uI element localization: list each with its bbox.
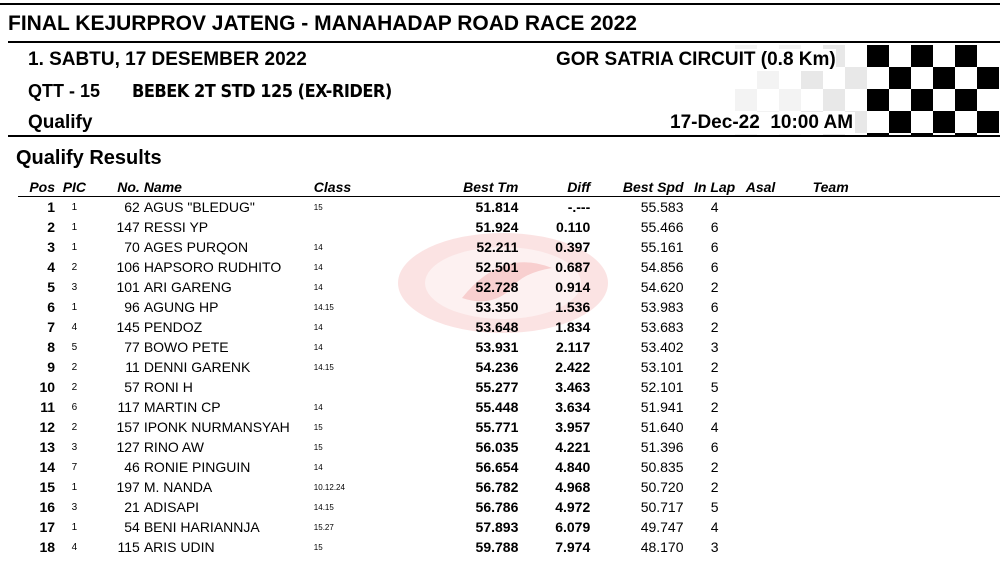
row-best-spd: 55.466	[640, 219, 684, 235]
row-name: AGUNG HP	[143, 299, 219, 315]
row-asal	[746, 337, 813, 357]
checker-square	[977, 89, 999, 111]
row-best-spd: 50.835	[640, 459, 684, 475]
row-no: 57	[124, 379, 140, 395]
row-pos: 16	[39, 499, 56, 515]
col-no: No.	[94, 178, 144, 197]
row-name: RONIE PINGUIN	[143, 459, 251, 475]
row-team	[813, 277, 1000, 297]
row-name: BOWO PETE	[143, 339, 229, 355]
row-pic: 1	[71, 221, 78, 233]
row-pos: 11	[40, 399, 56, 415]
checker-square	[845, 89, 867, 111]
row-asal	[746, 377, 813, 397]
row-diff: 7.974	[555, 539, 591, 555]
row-diff: 4.221	[555, 439, 591, 455]
row-team	[813, 397, 1000, 417]
row-team	[813, 457, 1000, 477]
row-diff: 4.968	[555, 479, 591, 495]
row-pic: 1	[71, 521, 78, 533]
checker-square	[889, 67, 911, 89]
row-name: MARTIN CP	[143, 399, 221, 415]
checker-square	[977, 67, 999, 89]
row-team	[813, 517, 1000, 537]
row-best-spd: 53.983	[640, 299, 684, 315]
col-name: Name	[144, 178, 314, 197]
row-pos: 17	[39, 519, 56, 535]
row-best-tm: 51.814	[475, 199, 519, 215]
row-best-tm: 56.035	[475, 439, 519, 455]
row-asal	[746, 437, 813, 457]
row-team	[813, 537, 1000, 557]
row-diff: 2.422	[555, 359, 591, 375]
checker-square	[801, 89, 823, 111]
row-class: 14	[313, 462, 323, 472]
row-best-tm: 59.788	[475, 539, 519, 555]
row-pos: 2	[47, 219, 56, 235]
row-pic: 3	[71, 441, 78, 453]
row-pic: 4	[71, 321, 78, 333]
row-team	[813, 357, 1000, 377]
col-asal: Asal	[746, 178, 813, 197]
checker-square	[867, 45, 889, 67]
row-no: 117	[117, 399, 140, 415]
row-team	[813, 217, 1000, 237]
table-row	[18, 337, 1000, 357]
row-class	[314, 217, 413, 237]
table-row	[18, 257, 1000, 277]
session-name: Qualify	[28, 112, 93, 133]
row-best-tm: 53.648	[475, 319, 519, 335]
row-best-spd: 51.640	[640, 419, 684, 435]
row-in-lap: 5	[710, 499, 719, 515]
row-no: 62	[124, 199, 140, 215]
row-pic: 7	[71, 461, 78, 473]
row-asal	[746, 517, 813, 537]
col-pic: PIC	[55, 178, 94, 197]
row-name: AGUS "BLEDUG"	[143, 199, 255, 215]
row-best-spd: 52.101	[640, 379, 684, 395]
table-row	[18, 497, 1000, 517]
row-best-spd: 50.720	[640, 479, 684, 495]
table-row	[18, 537, 1000, 557]
row-in-lap: 2	[710, 459, 719, 475]
row-pos: 1	[47, 199, 56, 215]
row-in-lap: 2	[710, 279, 719, 295]
row-pic: 3	[71, 501, 78, 513]
checker-square	[823, 89, 845, 111]
row-name: ADISAPI	[143, 499, 200, 515]
row-best-tm: 52.211	[476, 239, 519, 255]
row-best-spd: 53.683	[640, 319, 684, 335]
row-name: ARIS UDIN	[143, 539, 215, 555]
row-class: 15	[313, 542, 323, 552]
title-divider	[8, 41, 1000, 43]
row-best-spd: 54.856	[640, 259, 684, 275]
row-best-spd: 54.620	[640, 279, 684, 295]
checker-square	[977, 111, 999, 133]
row-pos: 12	[39, 419, 56, 435]
session-date: 17-Dec-22 10:00 AM	[670, 112, 854, 133]
row-pic: 1	[71, 301, 78, 313]
circuit-name: GOR SATRIA CIRCUIT (0.8 Km)	[556, 49, 836, 70]
row-class: 14	[313, 242, 323, 252]
row-pos: 10	[39, 379, 56, 395]
checker-square	[911, 111, 933, 133]
row-pic: 2	[71, 261, 78, 273]
checker-square	[889, 111, 911, 133]
row-best-spd: 48.170	[640, 539, 684, 555]
row-asal	[746, 297, 813, 317]
row-pic: 1	[71, 241, 78, 253]
row-name: HAPSORO RUDHITO	[143, 259, 282, 275]
race-class: BEBEK 2T STD 125 (EX-RIDER)	[132, 81, 392, 102]
checker-square	[845, 45, 867, 67]
row-class: 15	[313, 202, 323, 212]
table-row	[18, 237, 1000, 257]
row-best-spd: 51.396	[640, 439, 684, 455]
event-line: 1. SABTU, 17 DESEMBER 2022	[28, 49, 307, 70]
row-pic: 5	[71, 341, 78, 353]
row-in-lap: 4	[710, 519, 719, 535]
row-no: 157	[116, 419, 140, 435]
row-best-spd: 49.747	[640, 519, 684, 535]
row-pic: 2	[71, 381, 78, 393]
row-in-lap: 2	[710, 479, 719, 495]
row-diff: 0.397	[555, 239, 591, 255]
row-no: 147	[116, 219, 140, 235]
row-pos: 5	[47, 279, 56, 295]
row-team	[813, 337, 1000, 357]
row-diff: 3.463	[555, 379, 591, 395]
row-pos: 18	[39, 539, 56, 555]
row-diff: 4.840	[555, 459, 591, 475]
top-border	[0, 3, 1000, 5]
table-row	[18, 517, 1000, 537]
row-team	[813, 197, 1000, 218]
row-asal	[746, 217, 813, 237]
row-no: 70	[124, 239, 140, 255]
checker-square	[933, 111, 955, 133]
row-team	[813, 497, 1000, 517]
row-pic: 4	[71, 541, 78, 553]
row-asal	[746, 317, 813, 337]
row-team	[813, 417, 1000, 437]
row-pos: 8	[47, 339, 56, 355]
row-diff: -.---	[567, 199, 591, 215]
row-class: 14	[313, 322, 323, 332]
row-in-lap: 2	[710, 319, 719, 335]
row-team	[813, 297, 1000, 317]
checker-square	[757, 89, 779, 111]
row-pos: 14	[39, 459, 56, 475]
row-in-lap: 2	[710, 399, 719, 415]
row-in-lap: 3	[710, 339, 719, 355]
row-pos: 3	[47, 239, 56, 255]
row-no: 101	[116, 279, 140, 295]
col-diff: Diff	[518, 178, 590, 197]
col-in-lap: In Lap	[684, 178, 746, 197]
row-team	[813, 437, 1000, 457]
row-diff: 1.536	[555, 299, 591, 315]
results-table	[18, 178, 1000, 557]
row-best-spd: 53.101	[640, 359, 684, 375]
table-row	[18, 277, 1000, 297]
row-pos: 6	[47, 299, 56, 315]
checker-square	[845, 67, 867, 89]
header-divider	[8, 135, 1000, 137]
row-pos: 13	[39, 439, 56, 455]
checker-square	[779, 89, 801, 111]
row-class: 15.27	[313, 522, 334, 532]
row-class: 14	[313, 342, 323, 352]
col-best-spd: Best Spd	[590, 178, 683, 197]
checker-square	[977, 45, 999, 67]
checker-square	[867, 111, 889, 133]
row-best-spd: 55.583	[640, 199, 684, 215]
row-in-lap: 4	[710, 419, 719, 435]
checker-square	[911, 89, 933, 111]
row-diff: 0.687	[555, 259, 591, 275]
row-asal	[746, 257, 813, 277]
row-asal	[746, 397, 813, 417]
row-name: AGES PURQON	[143, 239, 249, 255]
checker-square	[955, 89, 977, 111]
checker-square	[867, 89, 889, 111]
row-best-tm: 52.501	[475, 259, 519, 275]
row-best-tm: 55.771	[475, 419, 519, 435]
row-class: 14	[313, 282, 323, 292]
checker-square	[933, 45, 955, 67]
row-in-lap: 6	[710, 259, 719, 275]
row-best-spd: 50.717	[640, 499, 684, 515]
row-diff: 2.117	[556, 339, 591, 355]
table-row	[18, 417, 1000, 437]
row-pic: 3	[71, 281, 78, 293]
table-row	[18, 317, 1000, 337]
table-row	[18, 477, 1000, 497]
row-name: RINO AW	[143, 439, 204, 455]
row-class: 14.15	[313, 502, 334, 512]
row-pic: 6	[71, 401, 78, 413]
row-team	[813, 317, 1000, 337]
row-class: 14.15	[313, 362, 334, 372]
row-no: 96	[124, 299, 140, 315]
checker-square	[889, 45, 911, 67]
row-diff: 0.914	[555, 279, 591, 295]
row-class: 15	[313, 422, 323, 432]
row-pic: 2	[71, 421, 78, 433]
table-row	[18, 357, 1000, 377]
checker-square	[735, 89, 757, 111]
row-diff: 0.110	[556, 219, 591, 235]
row-no: 115	[117, 539, 140, 555]
race-code: QTT - 15	[28, 81, 101, 101]
row-no: 197	[116, 479, 140, 495]
row-in-lap: 6	[710, 219, 719, 235]
row-name: PENDOZ	[143, 319, 203, 335]
row-asal	[746, 417, 813, 437]
row-class: 14	[313, 402, 323, 412]
row-diff: 6.079	[555, 519, 591, 535]
page-title: FINAL KEJURPROV JATENG - MANAHADAP ROAD RACE 2022	[8, 12, 637, 35]
row-best-tm: 54.236	[475, 359, 519, 375]
row-name: ARI GARENG	[143, 279, 232, 295]
row-name: DENNI GARENK	[143, 359, 251, 375]
row-no: 127	[116, 439, 140, 455]
table-row	[18, 397, 1000, 417]
row-best-spd: 51.941	[640, 399, 684, 415]
row-no: 77	[124, 339, 140, 355]
col-best-tm: Best Tm	[413, 178, 519, 197]
row-class	[314, 377, 413, 397]
row-class: 14	[313, 262, 323, 272]
row-pic: 2	[71, 361, 78, 373]
checker-square	[911, 67, 933, 89]
row-no: 46	[124, 459, 140, 475]
row-asal	[746, 477, 813, 497]
row-best-tm: 55.277	[475, 379, 519, 395]
row-in-lap: 2	[710, 359, 719, 375]
row-class: 10.12.24	[313, 482, 345, 492]
checker-square	[955, 111, 977, 133]
row-in-lap: 4	[710, 199, 719, 215]
row-best-tm: 51.924	[475, 219, 519, 235]
row-asal	[746, 457, 813, 477]
table-row	[18, 217, 1000, 237]
row-team	[813, 377, 1000, 397]
row-in-lap: 3	[710, 539, 719, 555]
row-pic: 1	[71, 201, 78, 213]
checker-square	[933, 89, 955, 111]
row-best-spd: 55.161	[640, 239, 684, 255]
table-header-row	[18, 178, 1000, 197]
checker-square	[867, 67, 889, 89]
row-best-tm: 56.654	[475, 459, 519, 475]
row-no: 145	[116, 319, 140, 335]
row-no: 54	[124, 519, 140, 535]
row-name: M. NANDA	[143, 479, 213, 495]
row-no: 11	[125, 359, 140, 375]
row-asal	[746, 277, 813, 297]
row-name: RESSI YP	[143, 219, 209, 235]
row-name: RONI H	[143, 379, 193, 395]
row-diff: 4.972	[555, 499, 591, 515]
table-row	[18, 297, 1000, 317]
col-team: Team	[813, 178, 1000, 197]
row-diff: 1.834	[555, 319, 591, 335]
row-best-tm: 53.350	[475, 299, 519, 315]
row-pos: 7	[47, 319, 56, 335]
row-pos: 9	[47, 359, 56, 375]
row-asal	[746, 237, 813, 257]
row-no: 21	[124, 499, 140, 515]
row-asal	[746, 197, 813, 218]
row-best-tm: 52.728	[475, 279, 519, 295]
section-title: Qualify Results	[16, 147, 162, 169]
col-class: Class	[314, 178, 413, 197]
row-team	[813, 257, 1000, 277]
row-no: 106	[116, 259, 140, 275]
row-in-lap: 6	[710, 299, 719, 315]
row-pos: 4	[47, 259, 56, 275]
row-pos: 15	[39, 479, 56, 495]
row-class: 15	[313, 442, 323, 452]
row-best-tm: 56.786	[475, 499, 519, 515]
row-class: 14.15	[313, 302, 334, 312]
row-best-tm: 57.893	[475, 519, 519, 535]
table-row	[18, 377, 1000, 397]
row-best-tm: 55.448	[475, 399, 519, 415]
row-asal	[746, 537, 813, 557]
row-best-tm: 56.782	[475, 479, 519, 495]
row-diff: 3.634	[555, 399, 591, 415]
checker-square	[889, 89, 911, 111]
checker-square	[933, 67, 955, 89]
col-pos: Pos	[18, 178, 55, 197]
table-row	[18, 457, 1000, 477]
checker-square	[955, 67, 977, 89]
row-asal	[746, 497, 813, 517]
checker-square	[955, 45, 977, 67]
row-in-lap: 5	[710, 379, 719, 395]
row-in-lap: 6	[710, 439, 719, 455]
row-name: BENI HARIANNJA	[143, 519, 260, 535]
row-diff: 3.957	[555, 419, 591, 435]
row-in-lap: 6	[710, 239, 719, 255]
table-row	[18, 437, 1000, 457]
row-pic: 1	[71, 481, 78, 493]
row-best-spd: 53.402	[640, 339, 684, 355]
row-best-tm: 53.931	[475, 339, 519, 355]
row-team	[813, 237, 1000, 257]
checker-square	[911, 45, 933, 67]
table-row	[18, 197, 1000, 218]
row-asal	[746, 357, 813, 377]
row-team	[813, 477, 1000, 497]
row-name: IPONK NURMANSYAH	[143, 419, 290, 435]
